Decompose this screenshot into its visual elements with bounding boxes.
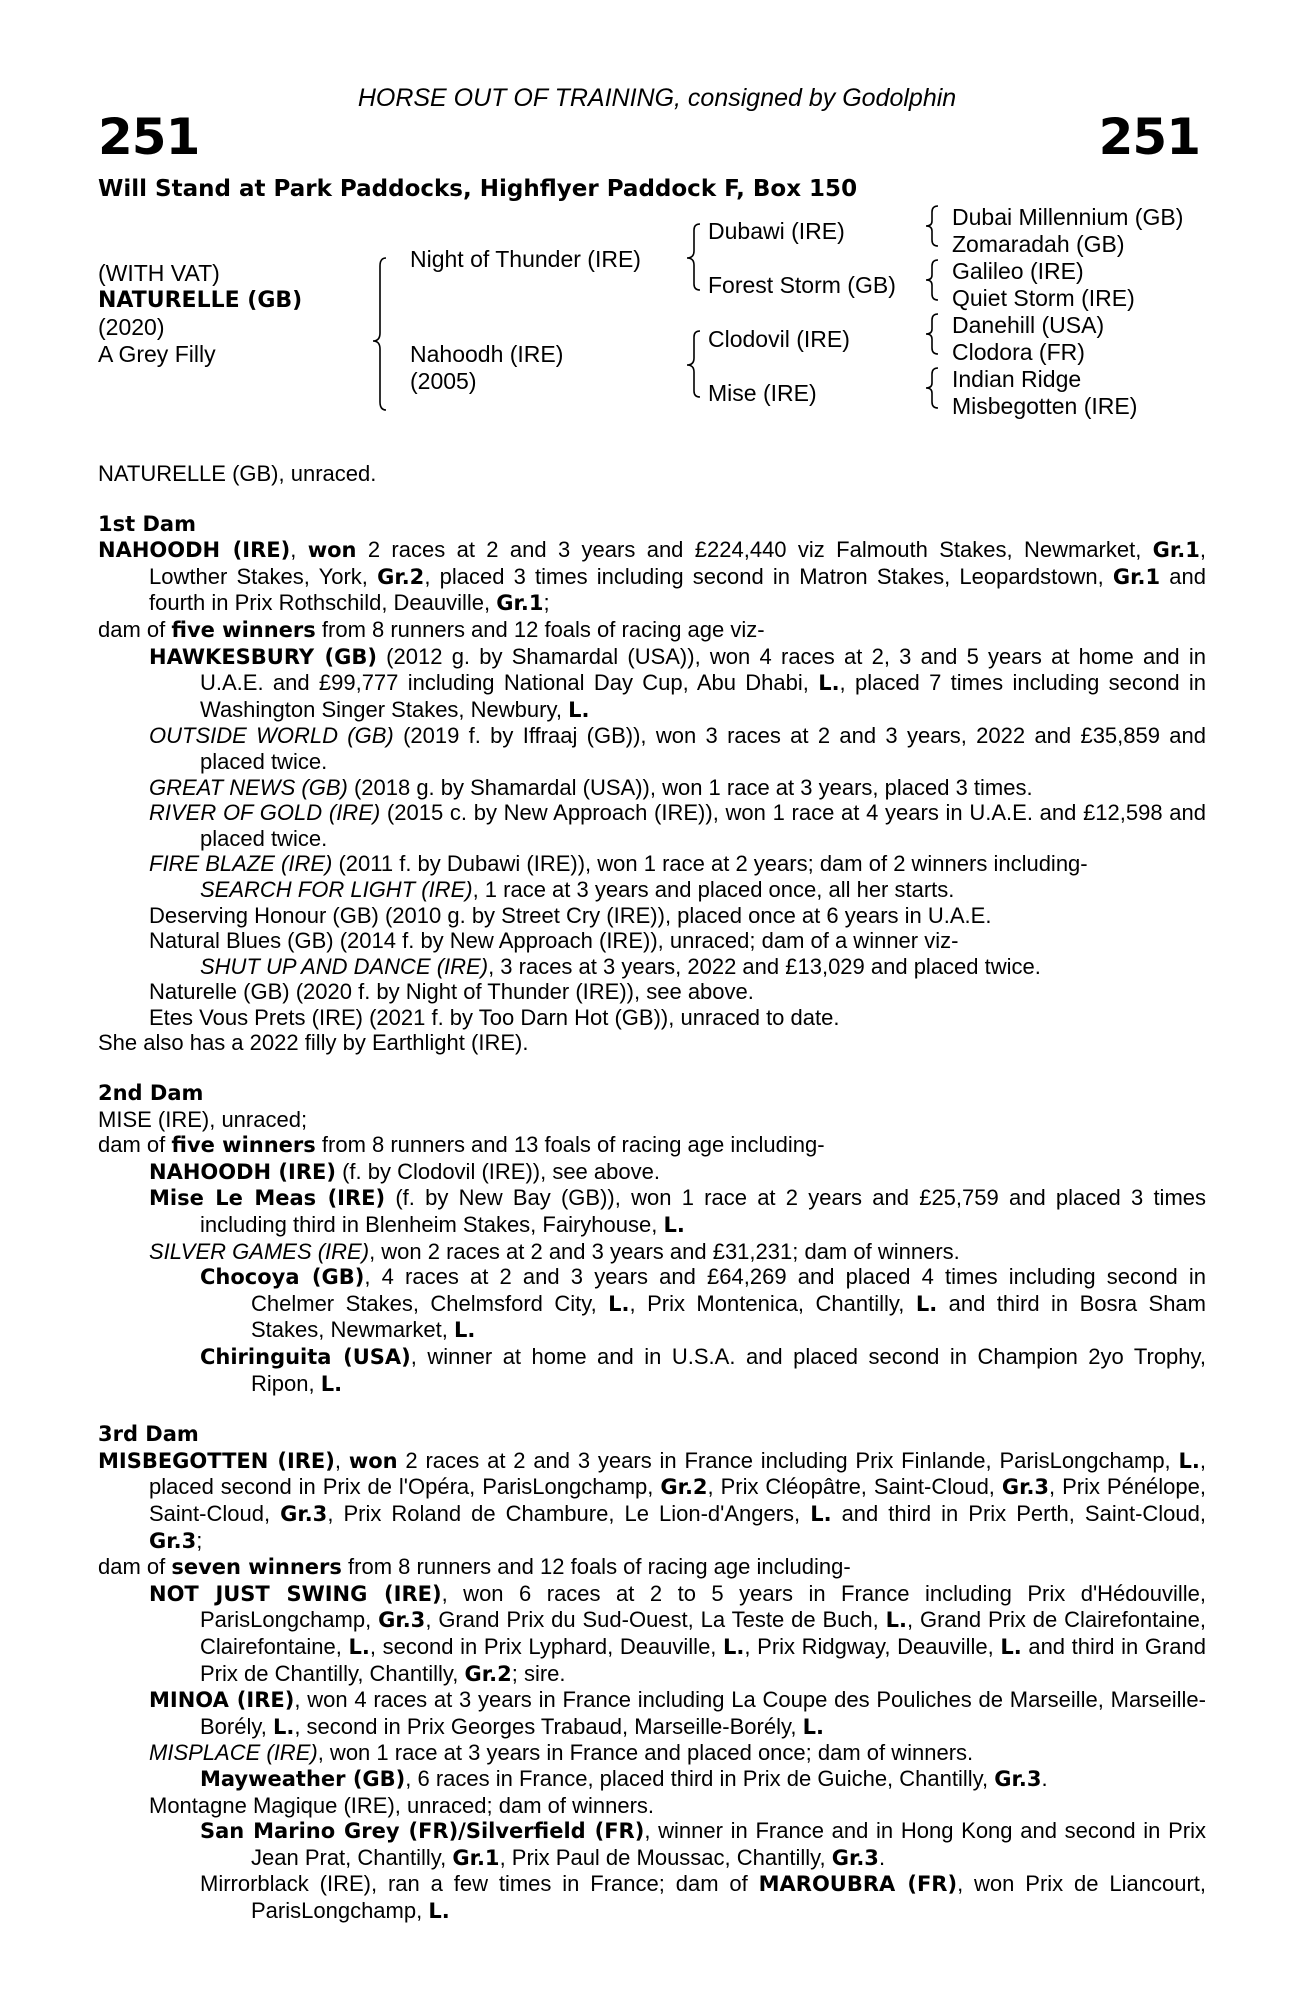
text-run: , second in Prix Georges Trabaud, Marseille-Borély, xyxy=(294,1713,803,1739)
produce-entry xyxy=(98,1264,1206,1344)
bold-text: Gr.2 xyxy=(377,564,425,589)
text-run: , xyxy=(290,537,308,563)
produce-entry xyxy=(98,1344,1206,1397)
pedigree-ggp-4: Quiet Storm (IRE) xyxy=(952,285,1135,311)
produce-entry xyxy=(98,903,1206,929)
text-run: dam of xyxy=(98,1554,172,1580)
text-run: , Lowther Stakes, York, xyxy=(149,537,1206,589)
bold-text: Gr.3 xyxy=(149,1528,197,1553)
text-run: , Grand Prix de Clairefontaine, Clairefontaine, xyxy=(200,1607,1206,1659)
bold-text: MAROUBRA (FR) xyxy=(758,1872,958,1897)
consignment-header: HORSE OUT OF TRAINING, consigned by Godolphin xyxy=(357,84,957,112)
bold-text: Chiringuita (USA) xyxy=(200,1345,411,1369)
bold-text: seven winners xyxy=(171,1555,342,1580)
bold-text: Gr.3 xyxy=(280,1501,328,1526)
pedigree-ggp-3: Galileo (IRE) xyxy=(952,258,1084,284)
produce-entry xyxy=(98,1239,1206,1265)
produce-entry xyxy=(98,800,1206,851)
text-run: ; xyxy=(543,590,550,616)
text-run: , second in Prix Lyphard, Deauville, xyxy=(369,1633,724,1659)
text-run: Deserving Honour (GB) (2010 g. by Street Cry (IRE)), placed once at 6 years in U.A.E. xyxy=(149,902,992,928)
text-run: . xyxy=(878,1844,886,1870)
text-run: , Grand Prix du Sud-Ouest, La Teste de Buch, xyxy=(425,1607,886,1633)
bold-text: Gr.1 xyxy=(496,591,544,616)
pedigree-dam-sire: Clodovil (IRE) xyxy=(708,326,850,352)
bold-text: L. xyxy=(810,1501,832,1526)
pedigree-sire: Night of Thunder (IRE) xyxy=(410,246,641,272)
text-run: Natural Blues (GB) (2014 f. by New Approach (IRE)), unraced; dam of a winner viz- xyxy=(149,928,959,954)
bold-text: Gr.1 xyxy=(1112,564,1161,589)
bold-text: Gr.1 xyxy=(1152,538,1200,563)
horse-name: NATURELLE (GB) xyxy=(98,288,303,313)
text-run: and third in Bosra Sham Stakes, Newmarket, xyxy=(251,1290,1206,1343)
text-run: , Prix Paul de Moussac, Chantilly, xyxy=(499,1844,832,1870)
produce-entry xyxy=(98,723,1206,774)
first-dam-heading: 1st Dam xyxy=(98,511,196,536)
italic-text: RIVER OF GOLD (IRE) xyxy=(149,800,381,826)
first-dam-section xyxy=(98,512,1206,1056)
bold-text: MINOA (IRE) xyxy=(149,1688,295,1713)
bold-text: L. xyxy=(272,1714,295,1739)
bold-text: L. xyxy=(1000,1634,1022,1659)
text-run: , xyxy=(334,1447,349,1473)
second-dam-produce xyxy=(98,1159,1206,1397)
pedigree-dam-year: (2005) xyxy=(410,368,477,394)
produce-entry xyxy=(98,1793,1206,1819)
text-run: ; sire. xyxy=(511,1660,566,1686)
pedigree-ggp-8: Misbegotten (IRE) xyxy=(952,393,1138,419)
text-run: , 4 races at 2 and 3 years and £64,269 and placed 4 times including second in Chelmer Stakes, Chelmsford City, xyxy=(251,1264,1206,1316)
bold-text: NAHOODH (IRE) xyxy=(149,1159,336,1184)
text-run: ; xyxy=(196,1527,203,1553)
horse-description: A Grey Filly xyxy=(98,341,216,367)
produce-entry xyxy=(98,1871,1206,1924)
text-run: , won 2 races at 2 and 3 years and £31,231; dam of winners. xyxy=(369,1238,960,1264)
bold-text: Mayweather (GB) xyxy=(200,1766,406,1791)
text-run: , 3 races at 3 years, 2022 and £13,029 and placed twice. xyxy=(488,953,1041,979)
lot-number-right: 251 xyxy=(1098,108,1200,166)
text-run: 2 races at 2 and 3 years in France including Prix Finlande, ParisLongchamp, xyxy=(397,1447,1179,1473)
text-run: , Prix Pénélope, Saint-Cloud, xyxy=(149,1474,1206,1526)
text-run: . xyxy=(1041,1765,1048,1791)
produce-entry xyxy=(98,1185,1206,1238)
produce-entry xyxy=(98,1030,1206,1056)
bold-text: L. xyxy=(320,1371,343,1396)
bold-text: L. xyxy=(453,1318,476,1343)
bold-text: L. xyxy=(568,697,590,722)
bold-text: five winners xyxy=(171,1133,316,1158)
produce-entry xyxy=(98,775,1206,801)
text-run: , 1 race at 3 years and placed once, all her starts. xyxy=(472,876,955,902)
text-run: (2019 f. by Iffraaj (GB)), won 3 races at 2 and 3 years, 2022 and £35,859 and placed twice. xyxy=(200,723,1207,774)
second-dam-dam-of xyxy=(98,1132,1206,1159)
text-run: 2 races at 2 and 3 years and £224,440 viz Falmouth Stakes, Newmarket, xyxy=(356,537,1153,563)
bold-text: MISBEGOTTEN (IRE) xyxy=(98,1448,335,1473)
text-run: , Prix Ridgway, Deauville, xyxy=(744,1633,1001,1659)
bracket-ggp-1 xyxy=(926,206,938,246)
bold-text: L. xyxy=(1178,1448,1200,1473)
italic-text: GREAT NEWS (GB) xyxy=(149,774,348,800)
stand-info: Will Stand at Park Paddocks, Highflyer Paddock F, Box 150 xyxy=(98,176,858,202)
text-run: , Prix Roland de Chambure, Le Lion-d'Angers, xyxy=(327,1500,811,1526)
text-run: , won 6 races at 2 to 5 years in France including Prix d'Hédouville, ParisLongchamp, xyxy=(200,1580,1206,1633)
first-dam-dam-of xyxy=(98,617,1206,644)
pedigree-ggp-1: Dubai Millennium (GB) xyxy=(952,204,1184,230)
text-run: , placed 7 times including second in Washington Singer Stakes, Newbury, xyxy=(200,670,1206,722)
bold-text: L. xyxy=(428,1898,450,1923)
italic-text: MISPLACE (IRE) xyxy=(149,1740,318,1766)
text-run: dam of xyxy=(98,1132,172,1158)
italic-text: SHUT UP AND DANCE (IRE) xyxy=(200,953,489,979)
produce-entry xyxy=(98,954,1206,980)
bold-text: L. xyxy=(723,1634,745,1659)
bracket-ggp-3 xyxy=(926,314,938,354)
pedigree-sire-sire: Dubawi (IRE) xyxy=(708,218,845,244)
bracket-ggp-2 xyxy=(926,260,938,300)
pedigree-ggp-2: Zomaradah (GB) xyxy=(952,231,1125,257)
lot-number-left: 251 xyxy=(98,108,200,166)
text-run: , won Prix de Liancourt, ParisLongchamp, xyxy=(251,1871,1206,1923)
third-dam-dam-of xyxy=(98,1554,1206,1581)
bold-text: NOT JUST SWING (IRE) xyxy=(149,1581,442,1606)
text-run: , won 1 race at 3 years in France and placed once; dam of winners. xyxy=(317,1740,974,1766)
italic-text: SILVER GAMES (IRE) xyxy=(149,1238,370,1264)
bold-text: Mise Le Meas (IRE) xyxy=(149,1186,386,1211)
text-run: from 8 runners and 12 foals of racing age including- xyxy=(341,1554,851,1580)
text-run: , placed second in Prix de l'Opéra, ParisLongchamp, xyxy=(149,1447,1206,1500)
produce-entry xyxy=(98,979,1206,1005)
bold-text: five winners xyxy=(171,617,316,642)
text-run: , Prix Montenica, Chantilly, xyxy=(629,1290,916,1316)
bold-text: Gr.3 xyxy=(831,1845,879,1870)
text-run: (f. by Clodovil (IRE)), see above. xyxy=(335,1158,660,1184)
italic-text: OUTSIDE WORLD (GB) xyxy=(149,723,394,749)
first-dam-produce xyxy=(98,644,1206,1057)
text-run: (f. by New Bay (GB)), won 1 race at 2 years and £25,759 and placed 3 times including third in Blenheim Stakes, Fairyhouse, xyxy=(200,1185,1207,1238)
race-record: NATURELLE (GB), unraced. xyxy=(98,461,377,486)
produce-entry xyxy=(98,877,1206,903)
produce-entry xyxy=(98,1766,1206,1793)
text-run: MISE (IRE), unraced; xyxy=(98,1106,308,1132)
produce-entry xyxy=(98,1159,1206,1186)
pedigree-dam: Nahoodh (IRE) xyxy=(410,341,564,367)
horse-vat: (WITH VAT) xyxy=(98,260,220,286)
bold-text: L. xyxy=(663,1213,685,1238)
produce-entry xyxy=(98,928,1206,954)
catalogue-body xyxy=(98,461,1206,1924)
produce-entry xyxy=(98,1740,1206,1766)
bold-text: NAHOODH (IRE) xyxy=(98,538,291,563)
text-run: Etes Vous Prets (IRE) (2021 f. by Too Darn Hot (GB)), unraced to date. xyxy=(149,1004,840,1030)
bold-text: Gr.3 xyxy=(994,1766,1042,1791)
pedigree-ggp-5: Danehill (USA) xyxy=(952,312,1105,338)
text-run: from 8 runners and 13 foals of racing age including- xyxy=(315,1132,825,1158)
bracket-sire xyxy=(687,224,700,290)
produce-entry xyxy=(98,1818,1206,1871)
third-dam-heading: 3rd Dam xyxy=(98,1422,199,1447)
italic-text: FIRE BLAZE (IRE) xyxy=(149,851,333,877)
text-run: , winner in France and in Hong Kong and second in Prix Jean Prat, Chantilly, xyxy=(251,1818,1206,1870)
first-dam-intro xyxy=(98,537,1206,617)
bold-text: L. xyxy=(348,1634,370,1659)
bold-text: L. xyxy=(818,671,840,696)
produce-entry xyxy=(98,1005,1206,1031)
text-run: dam of xyxy=(98,616,172,642)
text-run: , won 4 races at 3 years in France including La Coupe des Pouliches de Marseille, Marseille-Borély, xyxy=(200,1687,1206,1739)
bold-text: Gr.2 xyxy=(660,1475,708,1500)
bracket-horse xyxy=(373,258,386,410)
text-run: , placed 3 times including second in Matron Stakes, Leopardstown, xyxy=(424,563,1113,589)
text-run: and fourth in Prix Rothschild, Deauville, xyxy=(149,563,1206,616)
bracket-dam xyxy=(687,331,700,397)
bold-text: L. xyxy=(608,1291,630,1316)
text-run: (2018 g. by Shamardal (USA)), won 1 race at 3 years, placed 3 times. xyxy=(347,774,1033,800)
bold-text: Gr.1 xyxy=(452,1845,500,1870)
bold-text: Gr.3 xyxy=(378,1608,426,1633)
produce-entry xyxy=(98,644,1206,724)
bold-text: won xyxy=(307,538,357,563)
bold-text: Gr.2 xyxy=(464,1661,512,1686)
pedigree-sire-dam: Forest Storm (GB) xyxy=(708,272,896,298)
pedigree-dam-dam: Mise (IRE) xyxy=(708,380,817,406)
bold-text: Gr.3 xyxy=(1001,1475,1050,1500)
text-run: , 6 races in France, placed third in Prix de Guiche, Chantilly, xyxy=(405,1765,995,1791)
pedigree-ggp-6: Clodora (FR) xyxy=(952,339,1085,365)
text-run: , winner at home and in U.S.A. and placed second in Champion 2yo Trophy, Ripon, xyxy=(251,1344,1207,1396)
bold-text: HAWKESBURY (GB) xyxy=(149,644,377,669)
bold-text: L. xyxy=(915,1291,938,1316)
bold-text: L. xyxy=(802,1714,824,1739)
produce-entry xyxy=(98,851,1206,877)
bold-text: L. xyxy=(885,1608,907,1633)
text-run: and third in Prix Perth, Saint-Cloud, xyxy=(831,1500,1206,1526)
text-run: She also has a 2022 filly by Earthlight (IRE). xyxy=(98,1030,529,1056)
third-dam-produce xyxy=(98,1581,1206,1925)
text-run: Montagne Magique (IRE), unraced; dam of winners. xyxy=(149,1792,655,1818)
text-run: (2011 f. by Dubawi (IRE)), won 1 race at 2 years; dam of 2 winners including- xyxy=(332,851,1088,877)
second-dam-intro xyxy=(98,1107,1206,1133)
third-dam-intro xyxy=(98,1448,1206,1554)
text-run: from 8 runners and 12 foals of racing age viz- xyxy=(315,616,765,642)
bracket-ggp-4 xyxy=(926,368,938,408)
second-dam-heading: 2nd Dam xyxy=(98,1081,204,1106)
text-run: Mirrorblack (IRE), ran a few times in France; dam of xyxy=(200,1871,759,1897)
text-run: and third in Grand Prix de Chantilly, Chantilly, xyxy=(200,1633,1206,1686)
bold-text: won xyxy=(348,1448,398,1473)
italic-text: SEARCH FOR LIGHT (IRE) xyxy=(200,876,473,902)
second-dam-section xyxy=(98,1081,1206,1397)
text-run: (2015 c. by New Approach (IRE)), won 1 race at 4 years in U.A.E. and £12,598 and placed twice. xyxy=(200,800,1207,851)
text-run: Naturelle (GB) (2020 f. by Night of Thunder (IRE)), see above. xyxy=(149,979,754,1005)
pedigree-ggp-7: Indian Ridge xyxy=(952,366,1082,392)
bold-text: Chocoya (GB) xyxy=(200,1265,365,1290)
text-run: (2012 g. by Shamardal (USA)), won 4 races at 2, 3 and 5 years at home and in U.A.E. and £99,777 including National Day Cup, Abu Dhabi, xyxy=(200,643,1207,696)
horse-year: (2020) xyxy=(98,314,165,340)
third-dam-section xyxy=(98,1422,1206,1924)
text-run: , Prix Cléopâtre, Saint-Cloud, xyxy=(707,1474,1002,1500)
produce-entry xyxy=(98,1581,1206,1687)
bold-text: San Marino Grey (FR)/Silverfield (FR) xyxy=(200,1819,645,1844)
produce-entry xyxy=(98,1687,1206,1740)
